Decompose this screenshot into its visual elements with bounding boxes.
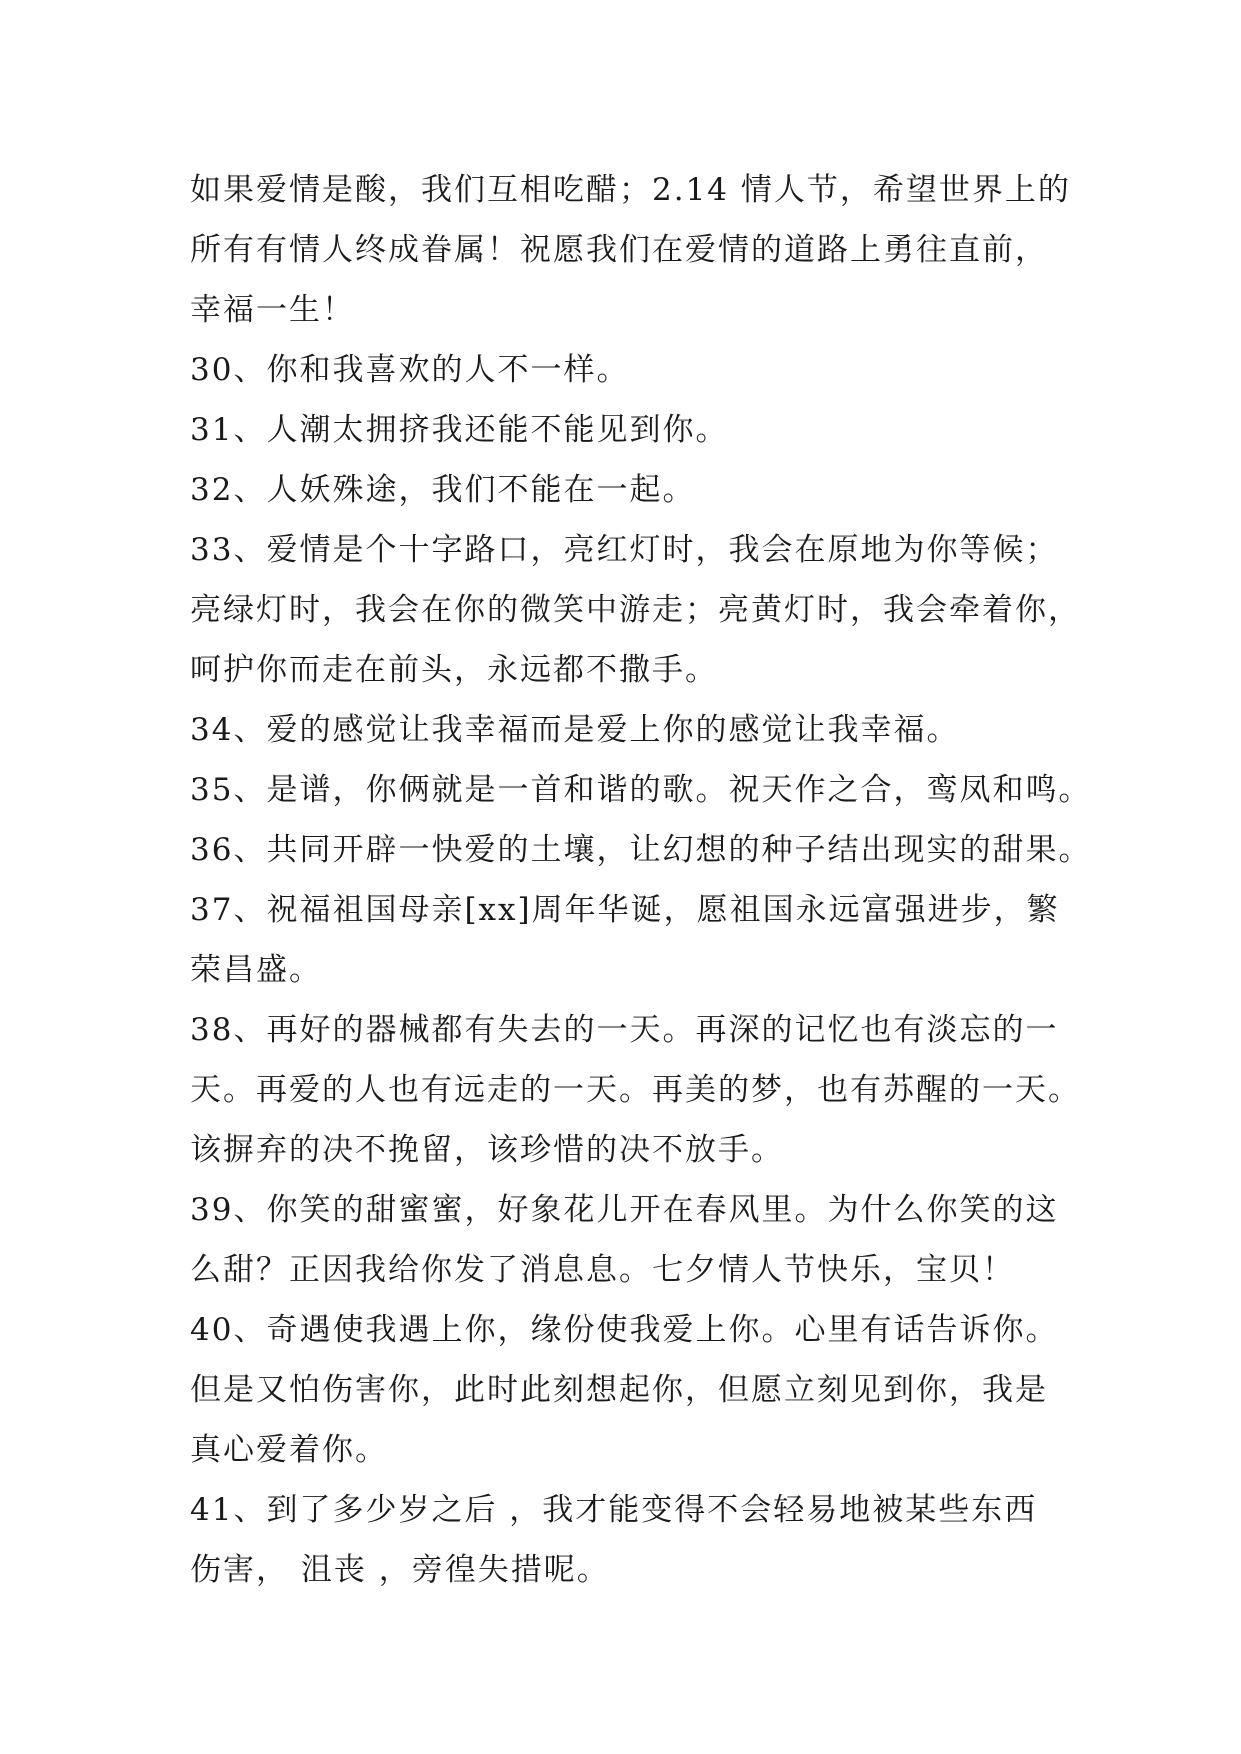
text-line: 33、爱情是个十字路口，亮红灯时，我会在原地为你等候； <box>190 532 1059 568</box>
text-line: 34、爱的感觉让我幸福而是爱上你的感觉让我幸福。 <box>190 712 960 748</box>
text-line: 38、再好的器械都有失去的一天。再深的记忆也有淡忘的一 <box>190 1012 1059 1048</box>
text-line: 30、你和我喜欢的人不一样。 <box>190 352 630 388</box>
text-line: 41、到了多少岁之后 ，我才能变得不会轻易地被某些东西 <box>190 1492 1038 1528</box>
text-line: 所有有情人终成眷属！祝愿我们在爱情的道路上勇往直前， <box>190 232 1048 268</box>
text-line: 35、是谱，你俩就是一首和谐的歌。祝天作之合，鸾凤和鸣。 <box>190 772 1092 808</box>
text-line: 荣昌盛。 <box>190 952 322 988</box>
text-line: 但是又怕伤害你，此时此刻想起你，但愿立刻见到你，我是 <box>190 1372 1048 1408</box>
text-line: 该摒弃的决不挽留，该珍惜的决不放手。 <box>190 1132 784 1168</box>
text-line: 如果爱情是酸，我们互相吃醋；2.14 情人节，希望世界上的 <box>190 172 1071 208</box>
text-line: 31、人潮太拥挤我还能不能见到你。 <box>190 412 729 448</box>
text-line: 幸福一生！ <box>190 292 355 328</box>
text-line: 亮绿灯时，我会在你的微笑中游走；亮黄灯时，我会牵着你， <box>190 592 1081 628</box>
text-line: 40、奇遇使我遇上你，缘份使我爱上你。心里有话告诉你。 <box>190 1312 1059 1348</box>
text-line: 真心爱着你。 <box>190 1432 388 1468</box>
text-line: 37、祝福祖国母亲[xx]周年华诞，愿祖国永远富强进步，繁 <box>190 892 1060 928</box>
text-line: 么甜？正因我给你发了消息息。七夕情人节快乐，宝贝！ <box>190 1252 1015 1288</box>
text-line: 36、共同开辟一快爱的土壤，让幻想的种子结出现实的甜果。 <box>190 832 1092 868</box>
text-line: 呵护你而走在前头，永远都不撒手。 <box>190 652 718 688</box>
text-line: 天。再爱的人也有远走的一天。再美的梦，也有苏醒的一天。 <box>190 1072 1081 1108</box>
text-line: 32、人妖殊途，我们不能在一起。 <box>190 472 696 508</box>
text-line: 伤害， 沮丧 ，旁徨失措呢。 <box>190 1552 610 1588</box>
text-line: 39、你笑的甜蜜蜜，好象花儿开在春风里。为什么你笑的这 <box>190 1192 1059 1228</box>
document-body <box>190 160 1090 1600</box>
